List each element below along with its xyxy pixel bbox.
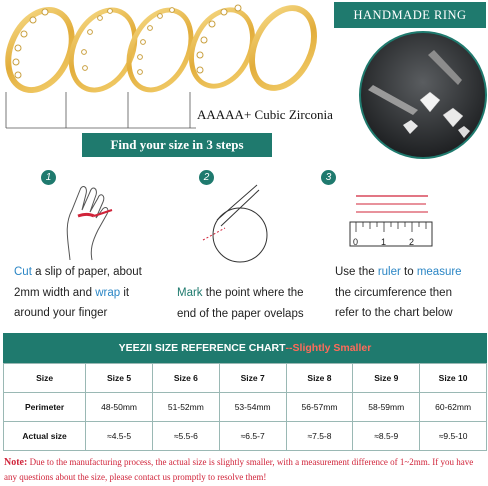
- connector-lines: [6, 92, 196, 128]
- size-chart-title: [3, 333, 487, 363]
- table-cell: ≈8.5-9: [353, 422, 420, 451]
- table-header-cell: Size 6: [152, 364, 219, 393]
- table-cell: ≈6.5-7: [219, 422, 286, 451]
- step-text-part: it around your finger: [14, 286, 130, 319]
- ring-5: [240, 0, 326, 98]
- step-3-text: [335, 262, 475, 324]
- zircon-photo: [358, 30, 488, 160]
- step-text-part: Use the: [335, 266, 378, 278]
- table-cell: 56-57mm: [286, 393, 353, 422]
- steps-title: Find your size in 3 steps: [82, 133, 272, 157]
- step-text-part: ruler: [377, 266, 401, 278]
- size-reference-table: [3, 363, 487, 451]
- step-text-part: Cut: [14, 266, 32, 278]
- table-cell: 53-54mm: [219, 393, 286, 422]
- step-text-part: Mark: [177, 287, 203, 299]
- chart-title-separator: --: [285, 342, 293, 354]
- paper-loop-illustration: [195, 180, 285, 270]
- note-label: Note:: [4, 457, 28, 468]
- table-cell: 48-50mm: [86, 393, 153, 422]
- material-label: AAAAA+ Cubic Zirconia: [197, 107, 333, 122]
- ruler-tick-2: 2: [409, 237, 415, 247]
- table-header-cell: Size 7: [219, 364, 286, 393]
- step-2-number: 2: [199, 170, 214, 185]
- table-row: [4, 422, 487, 451]
- table-cell: ≈7.5-8: [286, 422, 353, 451]
- step-text-part: the point where the end of the paper ovelaps: [177, 287, 304, 320]
- table-header-cell: Size 9: [353, 364, 420, 393]
- table-row: [4, 393, 487, 422]
- ruler-illustration: [348, 190, 433, 250]
- step-text-part: the circumference then refer to the chart below: [335, 286, 453, 319]
- ring-2: [59, 0, 147, 100]
- step-1-text: [14, 262, 154, 324]
- table-cell: ≈9.5-10: [420, 422, 487, 451]
- table-header-cell: Size: [4, 364, 86, 393]
- step-text-part: measure: [416, 266, 462, 278]
- table-cell: ≈5.5-6: [152, 422, 219, 451]
- ruler-tick-0: 0: [353, 237, 359, 247]
- table-row-label: Perimeter: [4, 393, 86, 422]
- chart-subtitle: Slightly Smaller: [292, 342, 372, 354]
- table-cell: 58-59mm: [353, 393, 420, 422]
- table-header-cell: Size 5: [86, 364, 153, 393]
- step-1-number: 1: [41, 170, 56, 185]
- table-header-cell: Size 10: [420, 364, 487, 393]
- chart-title-text: YEEZII SIZE REFERENCE CHART: [118, 342, 286, 354]
- note-text: Due to the manufacturing process, the actual size is slightly smaller, with a measurement difference of 1~2mm. If you have any questions about the size, please contact us promptly to resolve them!: [4, 457, 474, 482]
- size-note: [4, 455, 484, 485]
- table-cell: ≈4.5-5: [86, 422, 153, 451]
- step-3-number: 3: [321, 170, 336, 185]
- ruler-tick-1: 1: [381, 237, 387, 247]
- table-cell: 51-52mm: [152, 393, 219, 422]
- step-2-text: [177, 283, 312, 324]
- step-text-part: to: [400, 266, 417, 278]
- hand-wrap-illustration: [50, 180, 150, 262]
- table-cell: 60-62mm: [420, 393, 487, 422]
- handmade-ring-badge: HANDMADE RING: [334, 2, 486, 28]
- table-row-label: Actual size: [4, 422, 86, 451]
- table-header-cell: Size 8: [286, 364, 353, 393]
- step-text-part: wrap: [95, 286, 121, 299]
- step-text-part: a slip of paper, about 2mm width and: [14, 266, 142, 299]
- table-header-row: [4, 364, 487, 393]
